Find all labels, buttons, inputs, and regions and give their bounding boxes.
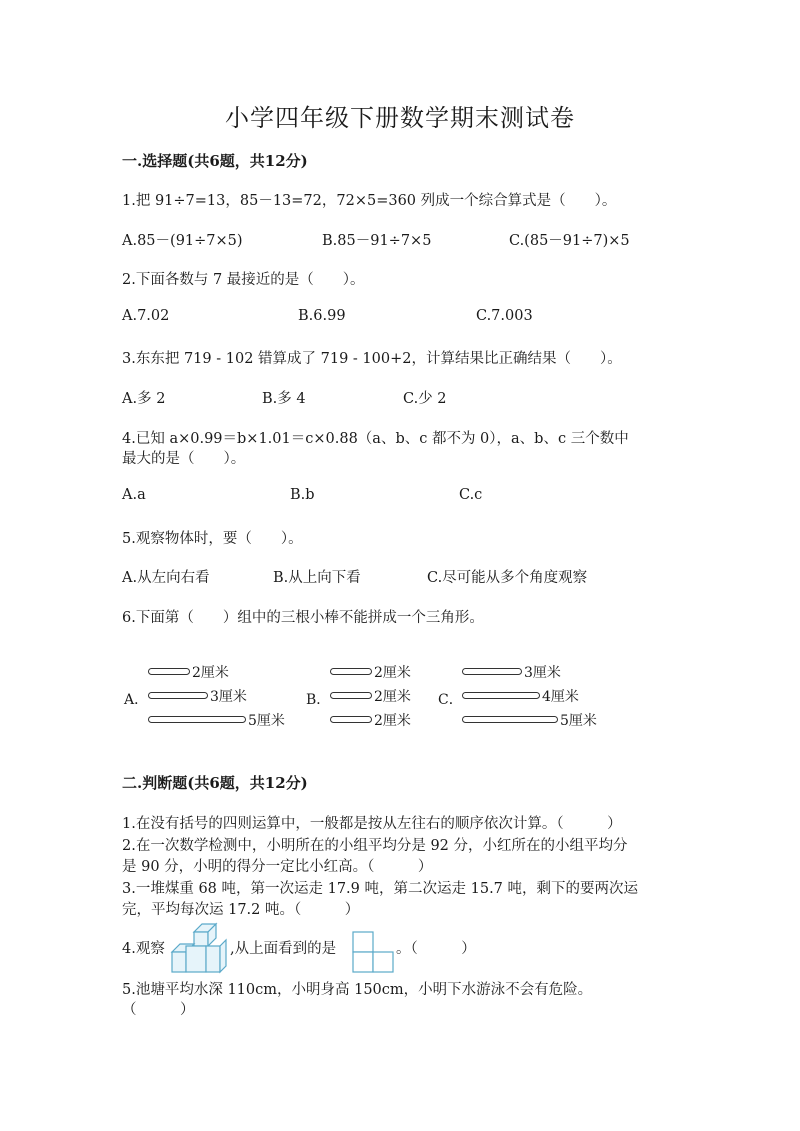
question-4-line-2: 最大的是（ ）。 — [122, 451, 246, 467]
question-4-option-c: C.c — [459, 487, 483, 503]
stick-c-2-label: 4厘米 — [542, 689, 579, 705]
stick-a-1-label: 2厘米 — [192, 665, 229, 681]
stick-a-2 — [148, 692, 208, 700]
stick-c-3 — [462, 716, 558, 724]
stick-group-c-letter: C． — [438, 692, 463, 708]
stick-a-1 — [148, 668, 190, 676]
question-1-option-b: B.85－91÷7×5 — [322, 233, 432, 249]
question-2-option-a: A.7.02 — [122, 308, 170, 324]
judgment-5-line-2: （ ） — [122, 1002, 195, 1018]
question-4-option-a: A.a — [122, 487, 146, 503]
stick-group-b-letter: B． — [306, 692, 331, 708]
stick-group-a-letter: A． — [124, 692, 149, 708]
question-4-line-1: 4.已知 a×0.99＝b×1.01＝c×0.88（a、b、c 都不为 0），a、b、c 三个数中 — [122, 431, 629, 447]
stick-b-3 — [330, 716, 372, 724]
stick-b-1-label: 2厘米 — [374, 665, 411, 681]
question-1-option-a: A.85－(91÷7×5) — [122, 233, 243, 249]
question-5-option-a: A.从左向右看 — [122, 570, 210, 586]
question-3-option-a: A.多 2 — [122, 391, 166, 407]
stick-a-2-label: 3厘米 — [210, 689, 247, 705]
question-5-option-c: C.尽可能从多个角度观察 — [427, 570, 588, 586]
judgment-3-line-1: 3.一堆煤重 68 吨，第一次运走 17.9 吨，第二次运走 15.7 吨，剩下的要两次运 — [122, 881, 639, 897]
judgment-4-start: 4.观察 — [122, 941, 165, 957]
stick-c-1-label: 3厘米 — [524, 665, 561, 681]
question-3-option-b: B.多 4 — [262, 391, 306, 407]
question-2: 2.下面各数与 7 最接近的是（ ）。 — [122, 272, 365, 288]
judgment-5-line-1: 5.池塘平均水深 110cm，小明身高 150cm，小明下水游泳不会有危险。 — [122, 982, 593, 998]
stick-a-3-label: 5厘米 — [248, 713, 285, 729]
cube-stack-figure — [170, 918, 228, 974]
stick-b-2-label: 2厘米 — [374, 689, 411, 705]
judgment-3-line-2: 完，平均每次运 17.2 吨。（ ） — [122, 902, 360, 918]
section-heading-judgment: 二.判断题(共6题，共12分) — [122, 774, 308, 792]
question-6: 6.下面第（ ）组中的三根小棒不能拼成一个三角形。 — [122, 610, 484, 626]
question-5-option-b: B.从上向下看 — [273, 570, 361, 586]
question-4-option-b: B.b — [290, 487, 315, 503]
top-view-figure — [352, 931, 394, 973]
question-5: 5.观察物体时，要（ ）。 — [122, 531, 303, 547]
stick-a-3 — [148, 716, 246, 724]
stick-c-3-label: 5厘米 — [560, 713, 597, 729]
section-heading-choice: 一.选择题(共6题，共12分) — [122, 152, 308, 170]
judgment-2-line-2: 是 90 分，小明的得分一定比小红高。（ ） — [122, 859, 433, 875]
stick-c-2 — [462, 692, 540, 700]
stick-c-1 — [462, 668, 522, 676]
stick-b-1 — [330, 668, 372, 676]
question-2-option-b: B.6.99 — [298, 308, 346, 324]
question-1-option-c: C.(85－91÷7)×5 — [509, 233, 630, 249]
stick-b-2 — [330, 692, 372, 700]
question-3-option-c: C.少 2 — [403, 391, 447, 407]
judgment-4-end: 。（ ） — [396, 941, 476, 957]
question-3: 3.东东把 719 - 102 错算成了 719 - 100+2，计算结果比正确结果（ ）。 — [122, 351, 622, 367]
judgment-2-line-1: 2.在一次数学检测中，小明所在的小组平均分是 92 分，小红所在的小组平均分 — [122, 838, 628, 854]
question-2-option-c: C.7.003 — [476, 308, 533, 324]
question-1: 1.把 91÷7=13，85－13=72，72×5=360 列成一个综合算式是（ ）。 — [122, 193, 617, 209]
judgment-4-middle: ,从上面看到的是 — [230, 941, 337, 957]
judgment-1: 1.在没有括号的四则运算中，一般都是按从左往右的顺序依次计算。（ ） — [122, 816, 622, 832]
stick-b-3-label: 2厘米 — [374, 713, 411, 729]
page-title: 小学四年级下册数学期末测试卷 — [225, 104, 575, 132]
